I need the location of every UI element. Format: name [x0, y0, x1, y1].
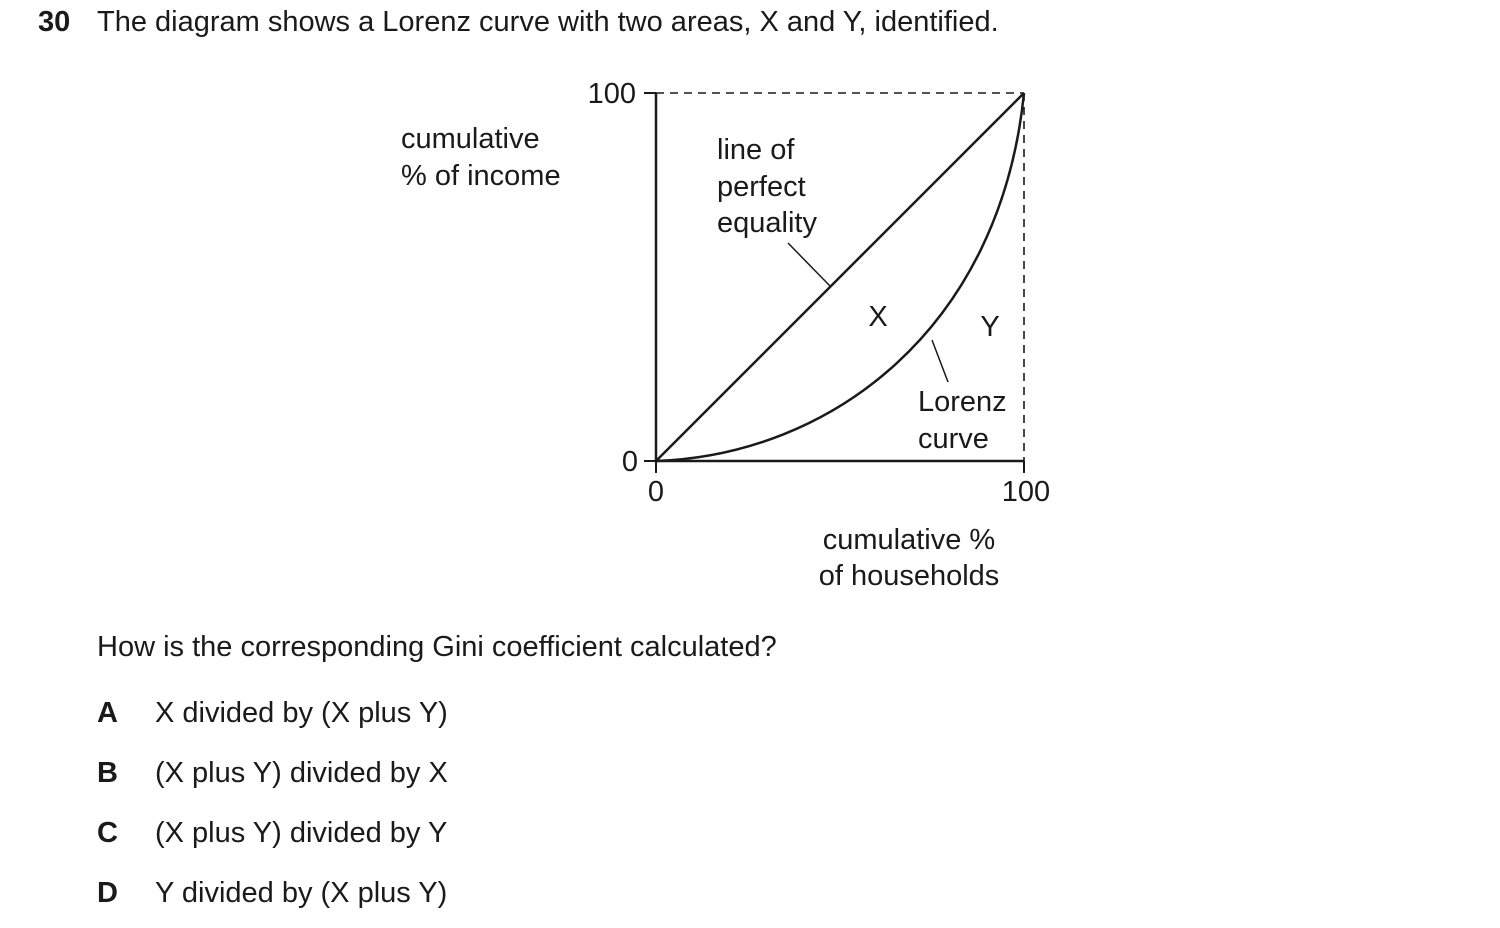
area-y-label: Y	[980, 311, 1000, 343]
equality-leader-line	[788, 243, 830, 286]
lorenz-label-line-1: Lorenz	[918, 386, 1007, 418]
option-d-letter: D	[97, 877, 118, 909]
y-axis-label-line-2: % of income	[401, 160, 561, 192]
option-a-letter: A	[97, 697, 118, 729]
option-b[interactable]	[97, 757, 448, 790]
option-a-text: X divided by (X plus Y)	[155, 697, 448, 729]
question-text: The diagram shows a Lorenz curve with two areas, X and Y, identified.	[97, 6, 999, 38]
option-c-letter: C	[97, 817, 118, 849]
option-d[interactable]	[97, 877, 447, 910]
lorenz-label-line-2: curve	[918, 423, 989, 455]
x-axis-label-line-2: of households	[818, 560, 1000, 592]
option-d-text: Y divided by (X plus Y)	[155, 877, 448, 909]
y-tick-label-bottom: 0	[621, 446, 638, 478]
question-prompt: How is the corresponding Gini coefficient calculated?	[97, 631, 777, 663]
option-c-text: (X plus Y) divided by Y	[155, 817, 448, 849]
x-tick-label-right: 100	[1001, 476, 1051, 508]
option-a[interactable]	[97, 697, 448, 730]
equality-label-line-1: line of	[717, 134, 795, 166]
area-x-label: X	[868, 301, 888, 333]
x-tick-label-left: 0	[647, 476, 665, 508]
option-c[interactable]	[97, 817, 447, 850]
option-b-letter: B	[97, 757, 118, 789]
equality-label-line-2: perfect	[717, 171, 806, 203]
question-number: 30	[38, 6, 71, 38]
option-b-text: (X plus Y) divided by X	[155, 757, 448, 789]
y-tick-label-top: 100	[587, 78, 636, 110]
lorenz-leader-line	[932, 340, 948, 382]
equality-label-line-3: equality	[717, 207, 817, 239]
y-axis-label-line-1: cumulative	[401, 123, 540, 155]
x-axis-label-line-1: cumulative %	[822, 524, 996, 556]
